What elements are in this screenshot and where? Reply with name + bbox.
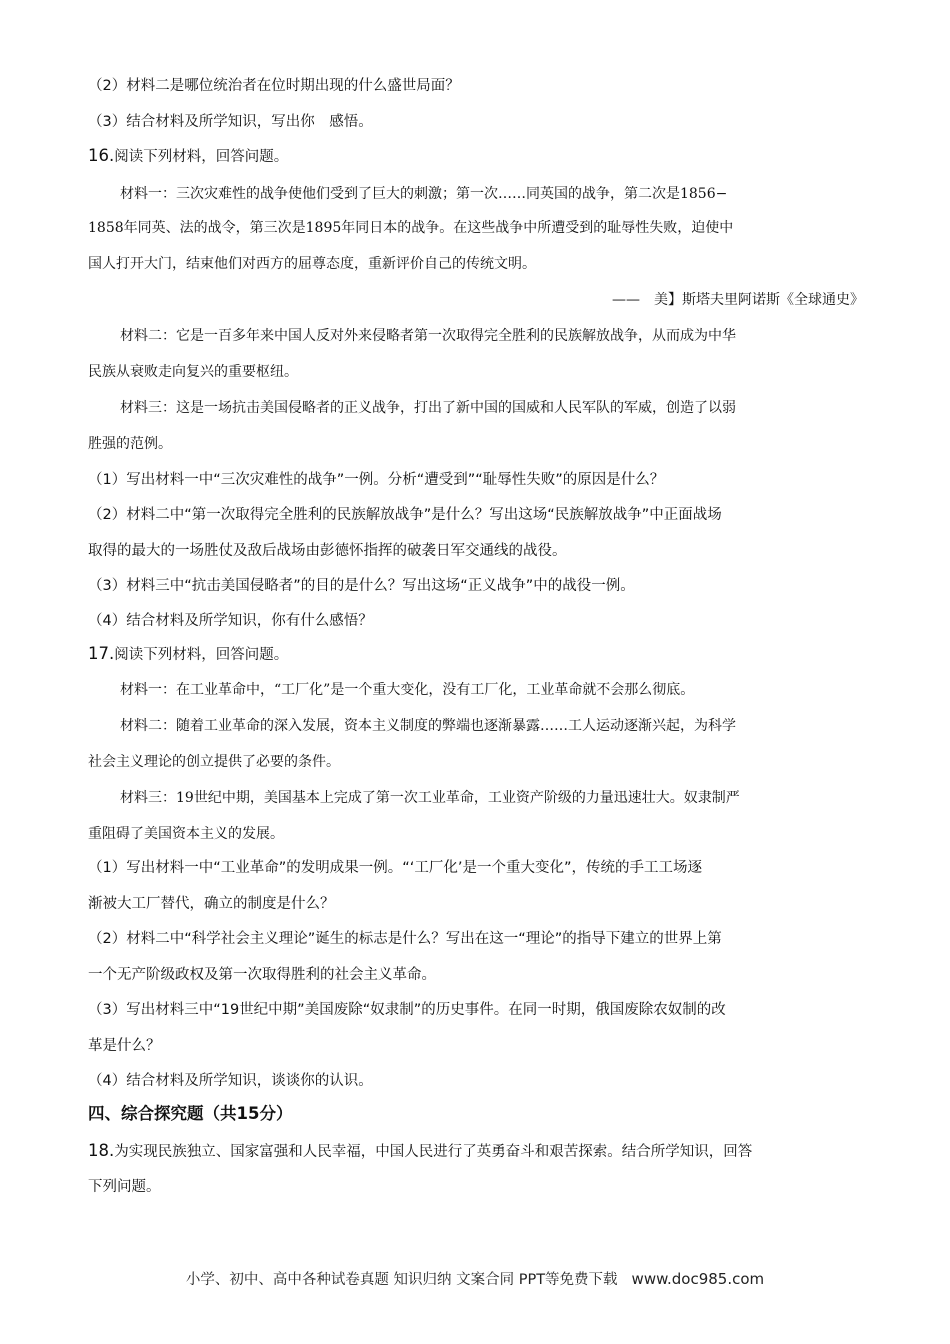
page-footer: [0, 1268, 950, 1289]
q16-material1-line2: 1858年同英、法的战令，第三次是1895年同日本的战争。在这些战争中所遭受到的耻辱性失败，迫使中: [88, 220, 734, 236]
q17-header: [88, 644, 864, 665]
q16-sub2-line1: （2）材料二中“第一次取得完全胜利的民族解放战争”是什么？写出这场“民族解放战争”中正面战场: [88, 507, 722, 523]
q16-sub3: （3）材料三中“抗击美国侵略者”的目的是什么？写出这场“正义战争”中的战役一例。: [88, 578, 635, 594]
q16-material3-line1: 材料三：这是一场抗击美国侵略者的正义战争，打出了新中国的国威和人民军队的军威，创造了以弱: [120, 400, 736, 416]
footer-text: 小学、初中、高中各种试卷真题 知识归纳 文案合同 PPT等免费下载: [185, 1272, 618, 1288]
q16-number: 16.: [88, 146, 115, 165]
q17-sub3-line2: 革是什么？: [88, 1038, 161, 1054]
q16-material1-line1: 材料一：三次灾难性的战争使他们受到了巨大的刺激；第一次……同英国的战争，第二次是1856−: [120, 186, 728, 202]
q17-stem: 阅读下列材料，回答问题。: [114, 647, 289, 663]
q17-sub1-line2: 渐被大工厂替代，确立的制度是什么？: [88, 896, 335, 912]
q16-sub2-line2: 取得的最大的一场胜仗及敌后战场由彭德怀指挥的破袭日军交通线的战役。: [88, 543, 567, 559]
q16-sub1: （1）写出材料一中“三次灾难性的战争”一例。分析“遭受到”“耻辱性失败”的原因是什么？: [88, 472, 665, 488]
q16-stem: 阅读下列材料，回答问题。: [114, 149, 289, 165]
q17-sub1-line1: （1）写出材料一中“工业革命”的发明成果一例。“‘工厂化’是一个重大变化”，传统的手工工场逐: [88, 860, 702, 876]
q15-sub2: （2）材料二是哪位统治者在位时期出现的什么盛世局面？: [88, 78, 460, 94]
q16-material1-line3: 国人打开大门，结束他们对西方的屈尊态度，重新评价自己的传统文明。: [88, 256, 536, 272]
q16-material2-line2: 民族从衰败走向复兴的重要枢纽。: [88, 364, 298, 380]
q15-sub3: （3）结合材料及所学知识，写出你 感悟。: [88, 114, 373, 130]
q17-sub3-line1: （3）写出材料三中“19世纪中期”美国废除“奴隶制”的历史事件。在同一时期，俄国废除农奴制的改: [88, 1002, 726, 1018]
q18-stem: 为实现民族独立、国家富强和人民幸福，中国人民进行了英勇奋斗和艰苦探索。结合所学知识，回答: [114, 1144, 753, 1160]
q18-number: 18.: [88, 1141, 115, 1160]
q18-stem-line2: 下列问题。: [88, 1179, 161, 1195]
q17-material3-line1: 材料三：19世纪中期，美国基本上完成了第一次工业革命，工业资产阶级的力量迅速壮大。奴隶制严: [120, 790, 740, 806]
q16-material2-line1: 材料二：它是一百多年来中国人反对外来侵略者第一次取得完全胜利的民族解放战争，从而成为中华: [120, 328, 736, 344]
q17-sub4: （4）结合材料及所学知识，谈谈你的认识。: [88, 1073, 373, 1089]
footer-url[interactable]: www.doc985.com: [631, 1270, 765, 1288]
q16-material1-source: —— 美】斯塔夫里阿诺斯《全球通史》: [612, 292, 864, 308]
q17-material1: 材料一：在工业革命中，“工厂化”是一个重大变化，没有工厂化，工业革命就不会那么彻底。: [120, 682, 695, 698]
section4-title: 四、综合探究题（共15分）: [88, 1104, 293, 1123]
q17-material2-line1: 材料二：随着工业革命的深入发展，资本主义制度的弊端也逐渐暴露……工人运动逐渐兴起，为科学: [120, 718, 736, 734]
q17-sub2-line1: （2）材料二中“科学社会主义理论”诞生的标志是什么？写出在这一“理论”的指导下建立的世界上第: [88, 931, 722, 947]
q16-header: [88, 146, 864, 167]
q16-sub4: （4）结合材料及所学知识，你有什么感悟？: [88, 613, 373, 629]
q18-stem-line1: [88, 1141, 864, 1162]
q17-sub2-line2: 一个无产阶级政权及第一次取得胜利的社会主义革命。: [88, 967, 436, 983]
q16-material3-line2: 胜强的范例。: [88, 436, 172, 452]
q17-number: 17.: [88, 644, 115, 663]
q17-material2-line2: 社会主义理论的创立提供了必要的条件。: [88, 754, 340, 770]
q17-material3-line2: 重阻碍了美国资本主义的发展。: [88, 826, 284, 842]
